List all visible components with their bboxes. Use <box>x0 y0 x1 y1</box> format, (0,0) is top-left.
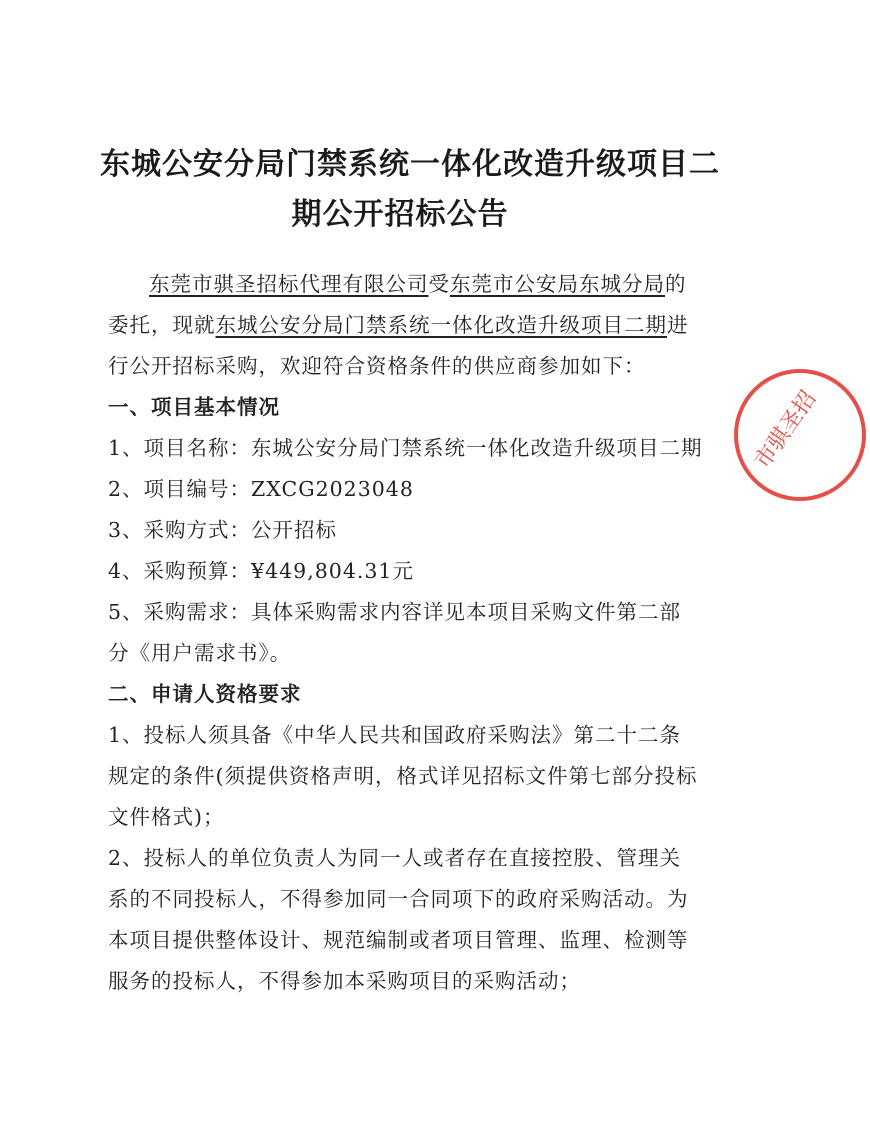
section-2-heading: 二、申请人资格要求 <box>108 682 302 706</box>
section-1-item-5: 5、采购需求：具体采购需求内容详见本项目采购文件第二部分《用户需求书》。 <box>108 600 682 665</box>
intro-paragraph <box>108 264 698 387</box>
company-seal-stamp <box>730 365 870 505</box>
intro-text-2: 的委托，现就 <box>108 272 687 337</box>
project-name: 东城公安分局门禁系统一体化改造升级项目二期 <box>215 313 667 337</box>
seal-text: 市骐圣招 <box>750 386 822 474</box>
intro-text-1: 受 <box>428 272 450 296</box>
section-2-item-2: 2、投标人的单位负责人为同一人或者存在直接控股、管理关系的不同投标人，不得参加同一合同项下的政府采购活动。为本项目提供整体设计、规范编制或者项目管理、监理、检测等服务的投标人，不得参加本采购项目的采购活动； <box>108 846 689 993</box>
document-body <box>108 264 703 1002</box>
section-2-item-1: 1、投标人须具备《中华人民共和国政府采购法》第二十二条规定的条件(须提供资格声明，格式详见招标文件第七部分投标文件格式)； <box>108 723 698 829</box>
client-name: 东莞市公安局东城分局 <box>450 272 665 296</box>
section-1-item-1: 1、项目名称：东城公安分局门禁系统一体化改造升级项目二期 <box>108 436 703 460</box>
intro-text-3: 进行公开招标采购，欢迎符合资格条件的供应商参加如下： <box>108 313 689 378</box>
section-1-heading: 一、项目基本情况 <box>108 395 280 419</box>
document-title <box>100 140 720 240</box>
title-line-2: 期公开招标公告 <box>291 197 509 232</box>
title-line-1: 东城公安分局门禁系统一体化改造升级项目二 <box>100 147 720 182</box>
section-1-item-4: 4、采购预算：¥449,804.31元 <box>108 559 414 583</box>
section-1-item-3: 3、采购方式：公开招标 <box>108 518 338 542</box>
section-1-item-2: 2、项目编号：ZXCG2023048 <box>108 477 414 501</box>
agency-name: 东莞市骐圣招标代理有限公司 <box>149 272 429 296</box>
